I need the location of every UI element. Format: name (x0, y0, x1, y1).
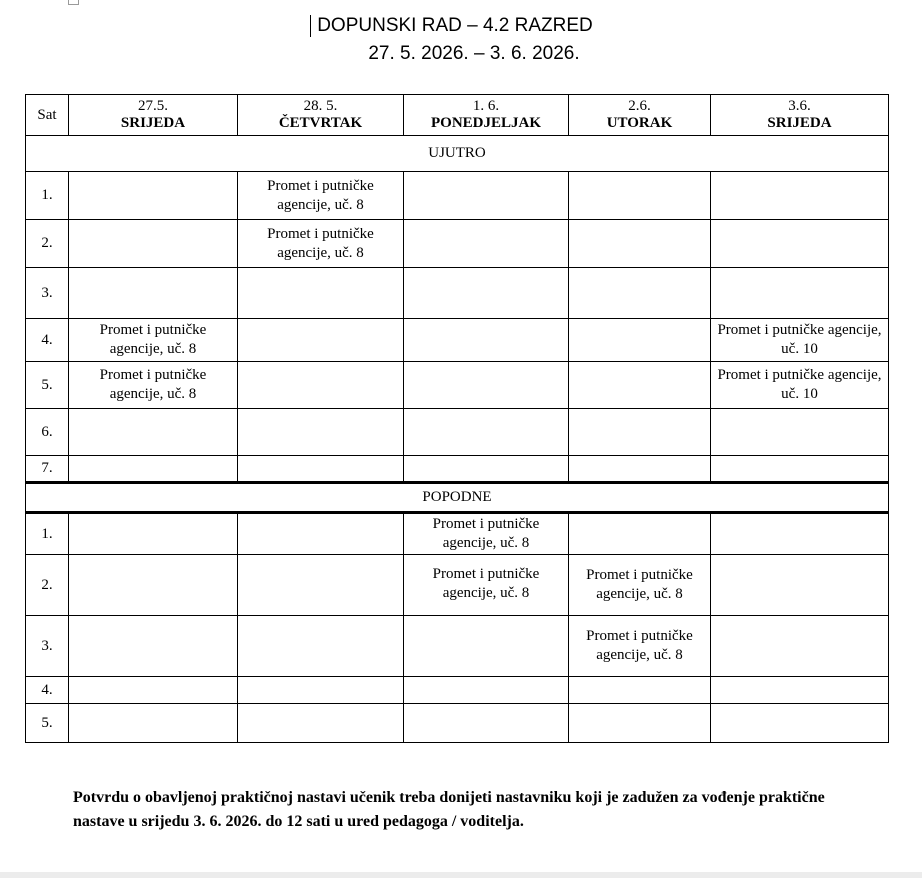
day-header[interactable] (238, 95, 404, 136)
lesson-cell[interactable] (404, 456, 569, 483)
lesson-cell[interactable] (238, 616, 404, 677)
lesson-cell[interactable] (69, 220, 238, 268)
lesson-cell[interactable] (69, 172, 238, 220)
lesson-cell[interactable] (404, 409, 569, 456)
lesson-cell[interactable] (238, 677, 404, 704)
day-header[interactable] (569, 95, 711, 136)
table-row (26, 172, 889, 220)
lesson-cell[interactable]: Promet i putničke agencije, uč. 8 (569, 616, 711, 677)
lesson-cell[interactable] (69, 409, 238, 456)
sat-cell[interactable]: 4. (26, 677, 69, 704)
page-corner-marker (68, 0, 79, 5)
lesson-cell[interactable] (711, 268, 889, 319)
section-row-popodne (26, 483, 889, 513)
sat-cell[interactable]: 6. (26, 409, 69, 456)
lesson-cell[interactable]: Promet i putničke agencije, uč. 8 (404, 513, 569, 555)
lesson-cell[interactable]: Promet i putničke agencije, uč. 8 (238, 220, 404, 268)
lesson-cell[interactable]: Promet i putničke agencije, uč. 10 (711, 362, 889, 409)
lesson-cell[interactable]: Promet i putničke agencije, uč. 8 (569, 555, 711, 616)
lesson-cell[interactable] (404, 319, 569, 362)
day-name: ČETVRTAK (278, 115, 363, 131)
sat-cell[interactable]: 7. (26, 456, 69, 483)
sat-cell[interactable]: 3. (26, 616, 69, 677)
lesson-cell[interactable] (569, 268, 711, 319)
schedule-table (25, 94, 889, 743)
lesson-cell[interactable] (711, 456, 889, 483)
lesson-cell[interactable] (711, 555, 889, 616)
day-header[interactable] (69, 95, 238, 136)
sat-cell[interactable]: 3. (26, 268, 69, 319)
lesson-cell[interactable] (69, 513, 238, 555)
table-row (26, 555, 889, 616)
lesson-cell[interactable]: Promet i putničke agencije, uč. 8 (238, 172, 404, 220)
day-header[interactable] (711, 95, 889, 136)
lesson-cell[interactable] (238, 362, 404, 409)
lesson-cell[interactable]: Promet i putničke agencije, uč. 8 (404, 555, 569, 616)
table-row (26, 704, 889, 743)
table-row (26, 319, 889, 362)
section-label-popodne[interactable]: POPODNE (26, 483, 889, 513)
sat-cell[interactable]: 2. (26, 220, 69, 268)
lesson-cell[interactable] (404, 362, 569, 409)
lesson-cell[interactable] (569, 220, 711, 268)
header-row (26, 95, 889, 136)
lesson-cell[interactable] (711, 513, 889, 555)
lesson-cell[interactable] (711, 616, 889, 677)
lesson-cell[interactable] (711, 220, 889, 268)
lesson-cell[interactable] (404, 677, 569, 704)
lesson-cell[interactable] (238, 513, 404, 555)
lesson-cell[interactable] (69, 616, 238, 677)
day-name: UTORAK (606, 115, 673, 131)
lesson-cell[interactable] (69, 704, 238, 743)
lesson-cell[interactable] (711, 704, 889, 743)
lesson-cell[interactable] (569, 409, 711, 456)
lesson-cell[interactable] (569, 172, 711, 220)
lesson-cell[interactable] (569, 319, 711, 362)
lesson-cell[interactable] (569, 704, 711, 743)
lesson-cell[interactable] (711, 409, 889, 456)
table-row (26, 362, 889, 409)
lesson-cell[interactable]: Promet i putničke agencije, uč. 8 (69, 362, 238, 409)
lesson-cell[interactable] (569, 677, 711, 704)
title-line-2[interactable]: 27. 5. 2026. – 3. 6. 2026. (368, 43, 580, 64)
day-date: 1. 6. (472, 98, 500, 114)
day-date: 3.6. (788, 98, 811, 114)
lesson-cell[interactable] (238, 456, 404, 483)
sat-cell[interactable]: 2. (26, 555, 69, 616)
day-header[interactable] (404, 95, 569, 136)
table-row (26, 409, 889, 456)
lesson-cell[interactable] (69, 677, 238, 704)
document-title (0, 12, 922, 68)
lesson-cell[interactable]: Promet i putničke agencije, uč. 8 (69, 319, 238, 362)
day-date: 27.5. (138, 98, 168, 114)
sat-cell[interactable]: 1. (26, 513, 69, 555)
lesson-cell[interactable] (238, 319, 404, 362)
sat-header[interactable]: Sat (26, 95, 69, 136)
day-name: PONEDJELJAK (430, 115, 541, 131)
lesson-cell[interactable] (238, 268, 404, 319)
lesson-cell[interactable] (569, 513, 711, 555)
lesson-cell[interactable] (569, 362, 711, 409)
table-row (26, 513, 889, 555)
lesson-cell[interactable] (404, 172, 569, 220)
lesson-cell[interactable] (238, 409, 404, 456)
day-date: 2.6. (628, 98, 651, 114)
confirmation-note[interactable]: Potvrdu o obavljenoj praktičnoj nastavi učenik treba donijeti nastavniku koji je zadužen za vođenje praktične nastave u srijedu 3. 6. 2026. do 12 sati u ured pedagoga / voditelja. (73, 789, 825, 830)
lesson-cell[interactable] (69, 456, 238, 483)
sat-cell[interactable]: 5. (26, 704, 69, 743)
lesson-cell[interactable] (69, 555, 238, 616)
sat-cell[interactable]: 4. (26, 319, 69, 362)
table-row (26, 220, 889, 268)
lesson-cell[interactable] (404, 704, 569, 743)
lesson-cell[interactable]: Promet i putničke agencije, uč. 10 (711, 319, 889, 362)
section-label-ujutro[interactable]: UJUTRO (26, 136, 889, 172)
lesson-cell[interactable] (569, 456, 711, 483)
sat-cell[interactable]: 5. (26, 362, 69, 409)
lesson-cell[interactable] (69, 268, 238, 319)
lesson-cell[interactable] (404, 220, 569, 268)
lesson-cell[interactable] (238, 704, 404, 743)
title-line-1[interactable]: DOPUNSKI RAD – 4.2 RAZRED (317, 15, 593, 36)
table-row (26, 677, 889, 704)
table-row (26, 456, 889, 483)
lesson-cell[interactable] (404, 616, 569, 677)
lesson-cell[interactable] (711, 677, 889, 704)
lesson-cell[interactable] (711, 172, 889, 220)
table-row (26, 616, 889, 677)
sat-cell[interactable]: 1. (26, 172, 69, 220)
day-name: SRIJEDA (767, 115, 832, 131)
day-name: SRIJEDA (120, 115, 186, 131)
section-row-ujutro (26, 136, 889, 172)
page-bottom-edge (0, 872, 922, 878)
table-row (26, 268, 889, 319)
day-date: 28. 5. (303, 98, 338, 114)
lesson-cell[interactable] (404, 268, 569, 319)
lesson-cell[interactable] (238, 555, 404, 616)
text-cursor (310, 15, 311, 37)
